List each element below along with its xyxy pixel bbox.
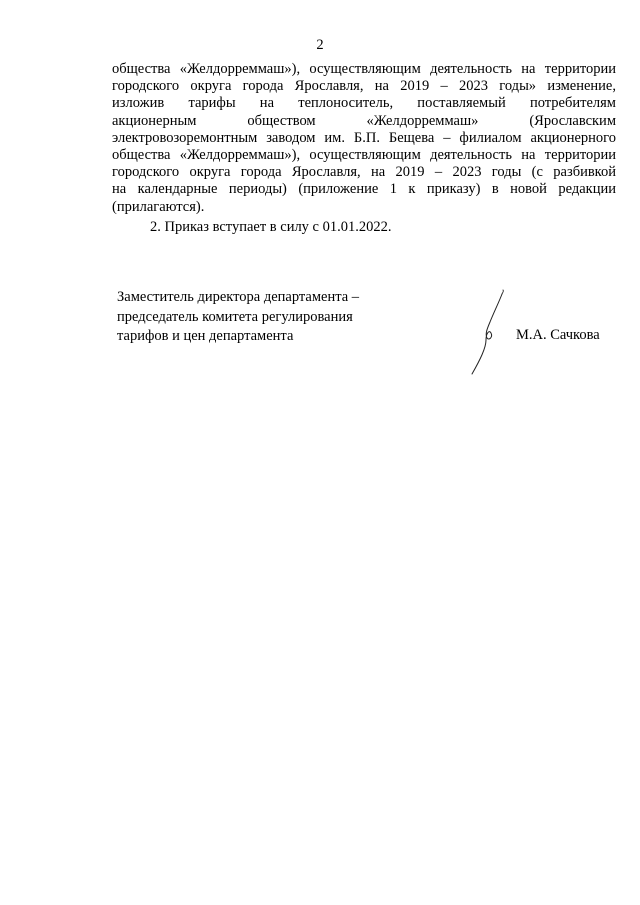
- signatory-name: М.А. Сачкова: [516, 327, 600, 343]
- body-text: [112, 61, 616, 236]
- text-line: общества «Желдорреммаш»), осуществляющим деятельность на территории: [112, 147, 616, 164]
- text-line: электровозоремонтным заводом им. Б.П. Бещева – филиалом акционерного: [112, 129, 616, 146]
- page-number: 2: [316, 37, 324, 53]
- text-line: городского округа города Ярославля, на 2019 – 2023 годы (с разбивкой: [112, 164, 616, 181]
- text-line: (прилагаются).: [112, 198, 205, 215]
- handwritten-signature: [466, 288, 516, 378]
- text-line: на календарные периоды) (приложение 1 к приказу) в новой редакции: [112, 181, 616, 198]
- signatory-title: [117, 288, 359, 347]
- text-line: общества «Желдорреммаш»), осуществляющим деятельность на территории: [112, 61, 616, 77]
- text-line: изложив тарифы на теплоноситель, поставляемый потребителям: [112, 95, 616, 112]
- signatory-title-line: тарифов и цен департамента: [117, 328, 294, 344]
- paragraph-2: [112, 219, 616, 236]
- paragraph-1: [112, 61, 616, 216]
- signatory-title-line: Заместитель директора департамента –: [117, 289, 360, 305]
- signatory-title-line: председатель комитета регулирования: [117, 308, 353, 325]
- text-line: городского округа города Ярославля, на 2019 – 2023 годы» изменение,: [112, 78, 616, 95]
- text-line: акционерным обществом «Желдорреммаш» (Ярославским: [112, 112, 616, 129]
- text-line: 2. Приказ вступает в силу с 01.01.2022.: [150, 218, 392, 235]
